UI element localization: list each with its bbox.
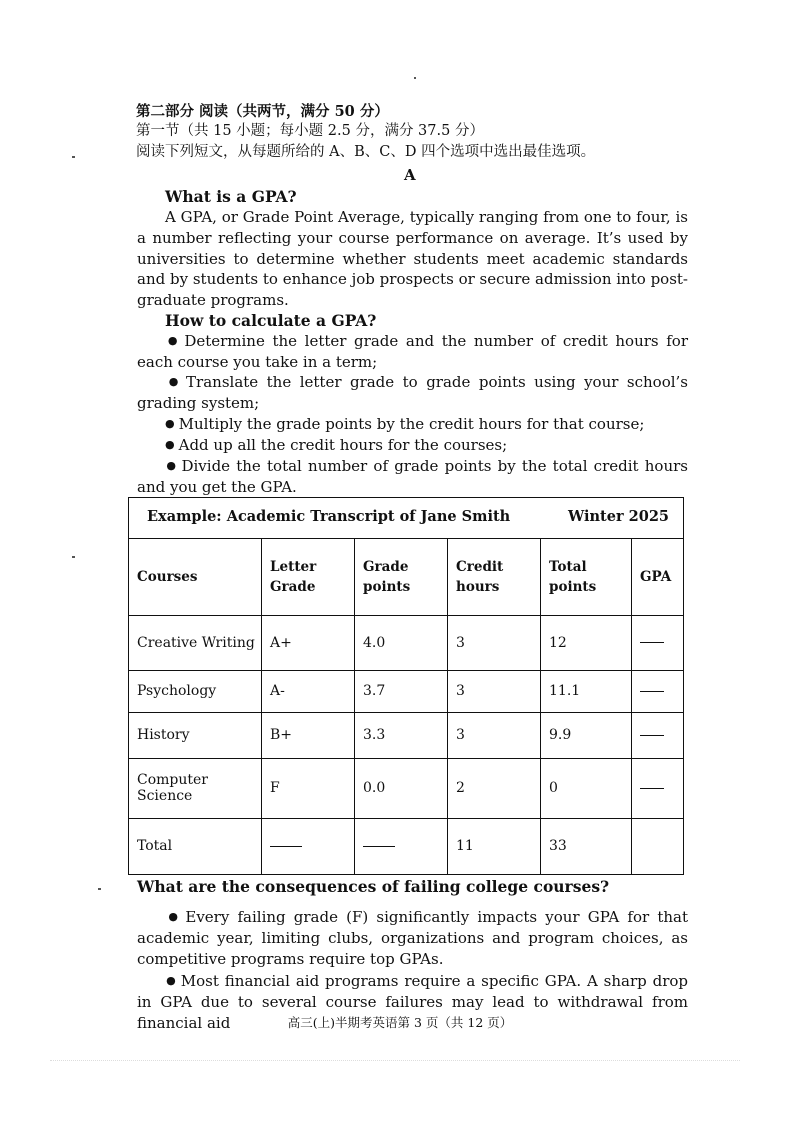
header-total-points: Total points <box>541 539 632 615</box>
header-grade-points: Grade points <box>355 539 448 615</box>
section-heading: 第一节（共 15 小题；每小题 2.5 分，满分 37.5 分） <box>136 123 484 139</box>
gpa-cell <box>632 670 684 712</box>
course-cell: Computer Science <box>129 758 262 818</box>
course-cell: Psychology <box>129 670 262 712</box>
scan-speck <box>72 556 75 558</box>
scan-speck <box>414 77 416 79</box>
gpa-blank-line <box>640 788 664 789</box>
page-footer: 高三(上)半期考英语第 3 页（共 12 页） <box>287 1015 513 1030</box>
consequence-item: ● Most financial aid programs require a specific GPA. A sharp drop in GPA due to several course failures may lead to withdrawal from financial aid <box>137 972 688 1032</box>
gpa-blank-line <box>640 691 664 692</box>
part-heading: 第二部分 阅读（共两节，满分 50 分） <box>136 103 389 120</box>
credits-cell: 11 <box>448 818 541 874</box>
scan-speck <box>72 156 75 158</box>
letter-cell: B+ <box>262 712 355 758</box>
table-row <box>129 670 683 712</box>
step-item: ● Divide the total number of grade points by the total credit hours and you get the GPA. <box>137 457 688 496</box>
letter-cell: F <box>262 758 355 818</box>
what-is-gpa-heading: What is a GPA? <box>165 187 297 206</box>
header-gpa: GPA <box>632 539 684 615</box>
passage-label: A <box>404 166 416 184</box>
step-item: ● Multiply the grade points by the credit hours for that course; <box>165 415 645 433</box>
step-item: ● Add up all the credit hours for the courses; <box>165 436 508 454</box>
credits-cell: 3 <box>448 670 541 712</box>
points-cell: 0.0 <box>355 758 448 818</box>
letter-cell <box>262 818 355 874</box>
what-is-gpa-paragraph: A GPA, or Grade Point Average, typically ranging from one to four, is a number reflecting your course performance on average. It’s used by universities to determine whether students meet academic standards and by students to enhance job prospects or secure admission into post-graduate programs. <box>137 208 688 310</box>
points-cell: 3.3 <box>355 712 448 758</box>
gpa-cell <box>632 758 684 818</box>
transcript-title: Example: Academic Transcript of Jane Smith <box>147 508 511 525</box>
table-row <box>129 615 683 670</box>
dash-line <box>363 846 395 847</box>
total-cell: 9.9 <box>541 712 632 758</box>
transcript-table <box>128 497 684 875</box>
credits-cell: 2 <box>448 758 541 818</box>
points-cell: 4.0 <box>355 615 448 670</box>
gpa-blank-line <box>640 642 664 643</box>
table-total-row <box>129 818 683 874</box>
total-cell: 0 <box>541 758 632 818</box>
dash-line <box>270 846 302 847</box>
scan-artifact-line <box>50 1060 740 1061</box>
total-cell: 11.1 <box>541 670 632 712</box>
credits-cell: 3 <box>448 712 541 758</box>
header-courses: Courses <box>129 539 262 615</box>
credits-cell: 3 <box>448 615 541 670</box>
course-cell: History <box>129 712 262 758</box>
scan-speck <box>98 888 101 890</box>
total-label-cell: Total <box>129 818 262 874</box>
letter-cell: A- <box>262 670 355 712</box>
table-row <box>129 712 683 758</box>
consequences-heading: What are the consequences of failing college courses? <box>137 877 610 896</box>
total-cell: 33 <box>541 818 632 874</box>
instruction-text: 阅读下列短文，从每题所给的 A、B、C、D 四个选项中选出最佳选项。 <box>136 144 596 160</box>
gpa-cell <box>632 712 684 758</box>
course-cell: Creative Writing <box>129 615 262 670</box>
consequence-item: ● Every failing grade (F) significantly impacts your GPA for that academic year, limiting clubs, organizations and program choices, as competitive programs require top GPAs. <box>137 908 688 968</box>
gpa-cell <box>632 615 684 670</box>
points-cell: 3.7 <box>355 670 448 712</box>
transcript-term: Winter 2025 <box>567 508 669 525</box>
gpa-blank-line <box>640 735 664 736</box>
total-cell: 12 <box>541 615 632 670</box>
step-item: ● Translate the letter grade to grade points using your school’s grading system; <box>137 373 688 412</box>
points-cell <box>355 818 448 874</box>
transcript-grid <box>129 539 683 874</box>
header-letter-grade: Letter Grade <box>262 539 355 615</box>
table-header-row <box>129 539 683 615</box>
how-to-calculate-heading: How to calculate a GPA? <box>165 311 377 330</box>
header-credit-hours: Credit hours <box>448 539 541 615</box>
gpa-cell <box>632 818 684 874</box>
transcript-caption <box>129 498 683 539</box>
table-row <box>129 758 683 818</box>
step-item: ● Determine the letter grade and the number of credit hours for each course you take in a term; <box>137 332 688 371</box>
letter-cell: A+ <box>262 615 355 670</box>
